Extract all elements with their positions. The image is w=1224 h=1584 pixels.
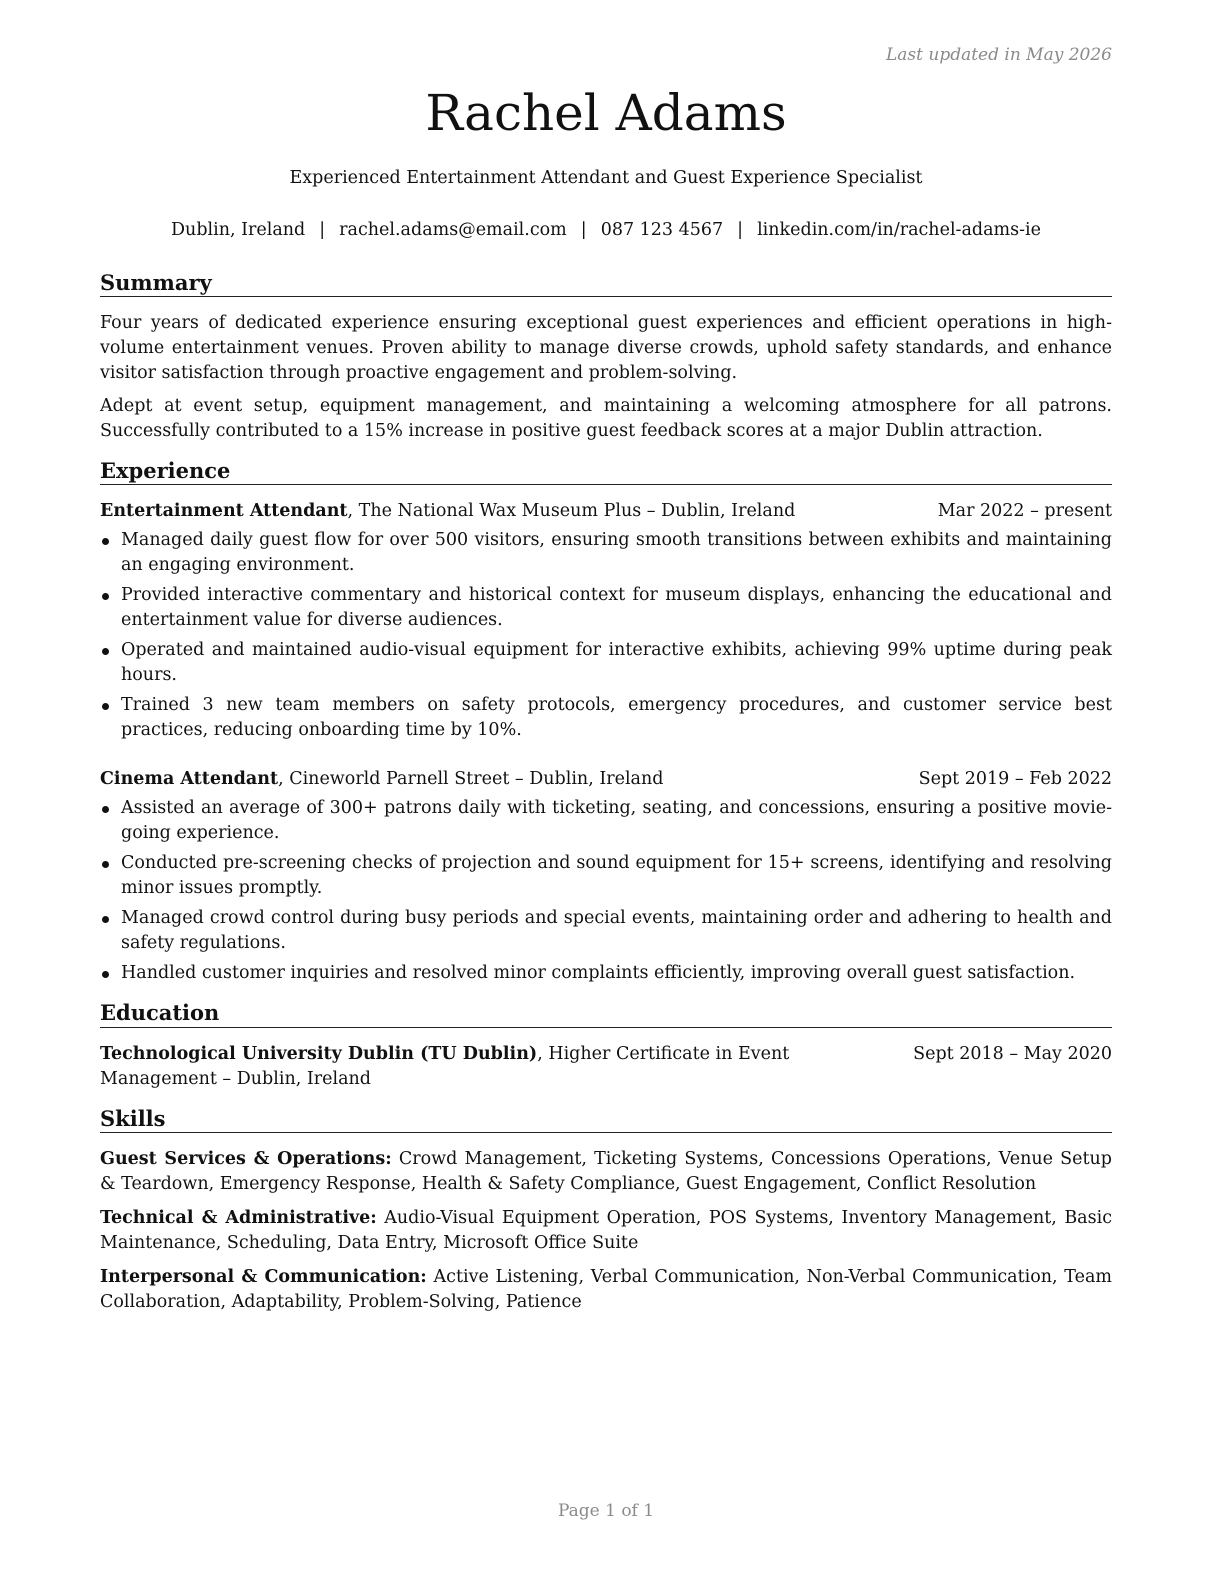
contact-separator: | — [319, 220, 326, 240]
section-title-summary: Summary — [100, 270, 1112, 297]
education-school: Technological University Dublin (TU Dublin) — [100, 1043, 538, 1064]
bullet-text: Managed crowd control during busy periods and special events, maintaining order and adhering to health and safety regulations. — [121, 908, 1112, 954]
education-dates: Sept 2018 – May 2020 — [913, 1043, 1112, 1064]
bullet-text: Handled customer inquiries and resolved minor complaints efficiently, improving overall guest satisfaction. — [121, 963, 1076, 984]
candidate-name: Rachel Adams — [425, 84, 787, 142]
bullet-text: Operated and maintained audio-visual equipment for interactive exhibits, achieving 99% uptime during peak hours. — [121, 640, 1112, 686]
job-org: , The National Wax Museum Plus – Dublin, Ireland — [347, 501, 796, 522]
bullet-item — [100, 638, 1112, 688]
job-org: , Cineworld Parnell Street – Dublin, Ireland — [278, 769, 664, 790]
section-title-education: Education — [100, 1000, 1112, 1027]
bullet-text: Assisted an average of 300+ patrons daily with ticketing, seating, and concessions, ensuring a positive movie-going experience. — [121, 798, 1112, 844]
skill-label: Technical & Administrative: — [100, 1207, 377, 1228]
bullet-text: Conducted pre-screening checks of projection and sound equipment for 15+ screens, identifying and resolving minor issues promptly. — [121, 853, 1112, 899]
job-bullets — [100, 796, 1112, 986]
job-dates: Mar 2022 – present — [937, 501, 1112, 522]
contact-line — [100, 220, 1112, 240]
experience-section — [100, 458, 1112, 986]
bullet-text: Managed daily guest flow for over 500 visitors, ensuring smooth transitions between exhibits and maintaining an engaging environment. — [121, 530, 1112, 576]
education-entry — [100, 1042, 1112, 1092]
contact-email[interactable]: rachel.adams@email.com — [339, 220, 567, 240]
job-header — [100, 767, 1112, 792]
bullet-item — [100, 906, 1112, 956]
bullet-icon — [102, 916, 109, 923]
bullet-item — [100, 528, 1112, 578]
bullet-item — [100, 583, 1112, 633]
summary-section — [100, 270, 1112, 444]
contact-phone[interactable]: 087 123 4567 — [600, 220, 724, 240]
education-section — [100, 1000, 1112, 1091]
bullet-item — [100, 851, 1112, 901]
bullet-icon — [102, 806, 109, 813]
skill-label: Interpersonal & Communication: — [100, 1266, 427, 1287]
bullet-item — [100, 693, 1112, 743]
contact-location: Dublin, Ireland — [171, 220, 306, 240]
summary-paragraph: Four years of dedicated experience ensuring exceptional guest experiences and efficient operations in high-volume entertainment venues. Proven ability to manage diverse crowds, uphold safety standards, and enhance visitor satisfaction through proactive engagement and problem-solving. — [100, 313, 1112, 384]
bullet-icon — [102, 648, 109, 655]
job-dates: Sept 2019 – Feb 2022 — [918, 769, 1112, 790]
skills-section — [100, 1106, 1112, 1315]
bullet-icon — [102, 861, 109, 868]
contact-separator: | — [737, 220, 744, 240]
job-header — [100, 499, 1112, 524]
bullet-item — [100, 796, 1112, 846]
job-role: Cinema Attendant — [100, 769, 279, 790]
job-bullets — [100, 528, 1112, 743]
section-title-skills: Skills — [100, 1106, 1112, 1133]
skill-items: Active Listening, Verbal Communication, Non-Verbal Communication, Team Collaboration, Adaptability, Problem-Solving, Patience — [100, 1266, 1112, 1312]
education-detail: , Higher Certificate in Event Management – Dublin, Ireland — [100, 1043, 790, 1089]
summary-paragraph: Adept at event setup, equipment management, and maintaining a welcoming atmosphere for all patrons. Successfully contributed to a 15% increase in positive guest feedback scores at a major Dublin attraction. — [100, 396, 1112, 442]
job-entry — [100, 499, 1112, 743]
resume-page — [100, 0, 1112, 1584]
job-role: Entertainment Attendant — [100, 501, 348, 522]
skill-group — [100, 1206, 1112, 1256]
section-title-experience: Experience — [100, 458, 1112, 485]
skill-items: Audio-Visual Equipment Operation, POS Systems, Inventory Management, Basic Maintenance, Scheduling, Data Entry, Microsoft Office Suite — [100, 1207, 1112, 1253]
bullet-text: Trained 3 new team members on safety protocols, emergency procedures, and customer service best practices, reducing onboarding time by 10%. — [121, 695, 1112, 741]
skill-group — [100, 1147, 1112, 1197]
skill-label: Guest Services & Operations: — [100, 1148, 392, 1169]
page-number: Page 1 of 1 — [557, 1501, 655, 1521]
contact-linkedin[interactable]: linkedin.com/in/rachel-adams-ie — [757, 220, 1041, 240]
last-updated: Last updated in May 2026 — [885, 45, 1112, 65]
bullet-icon — [102, 593, 109, 600]
resume-body — [100, 270, 1112, 1329]
job-entry — [100, 767, 1112, 986]
bullet-icon — [102, 538, 109, 545]
skill-items: Crowd Management, Ticketing Systems, Concessions Operations, Venue Setup & Teardown, Emergency Response, Health & Safety Compliance, Guest Engagement, Conflict Resolution — [100, 1148, 1112, 1194]
bullet-text: Provided interactive commentary and historical context for museum displays, enhancing the educational and entertainment value for diverse audiences. — [121, 585, 1112, 631]
bullet-item — [100, 961, 1112, 986]
bullet-icon — [102, 703, 109, 710]
headline: Experienced Entertainment Attendant and Guest Experience Specialist — [289, 168, 923, 188]
skill-group — [100, 1265, 1112, 1315]
bullet-icon — [102, 971, 109, 978]
contact-separator: | — [580, 220, 587, 240]
